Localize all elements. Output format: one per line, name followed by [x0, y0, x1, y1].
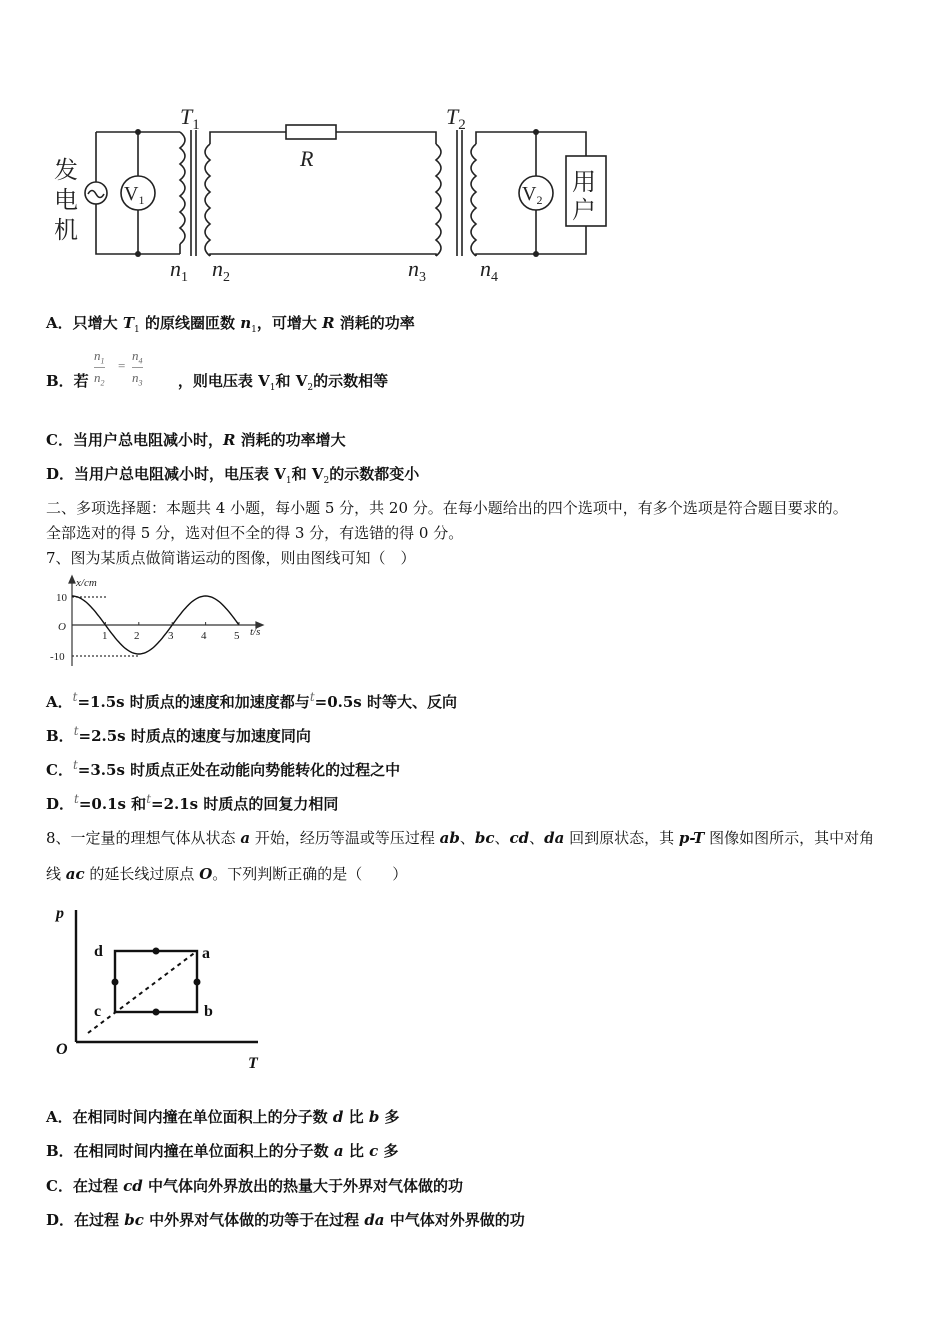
point-a-label: a	[202, 945, 210, 962]
user-label-1: 用	[572, 170, 596, 196]
q8-stem-line-2: 线 ac 的延长线过原点 O。下列判断正确的是（ ）	[46, 865, 408, 883]
T1-label: $T_1$	[180, 104, 200, 133]
y-axis-label: x/cm	[76, 577, 97, 589]
origin-label: O	[58, 621, 66, 633]
q6-option-c[interactable]: C．当用户总电阻减小时，R 消耗的功率增大	[46, 431, 346, 449]
fraction-n4-over-n3: $\frac{n_4}{n_3}$	[132, 348, 143, 388]
T-axis-label: T	[248, 1055, 258, 1072]
q6-option-b[interactable]: B．若 ，则电压表 $V_1$和 $V_2$的示数相等	[46, 372, 389, 393]
n2-label: $n_2$	[212, 256, 230, 285]
fraction-n1-over-n2: $\frac{n_1}{n_2}$	[94, 348, 105, 388]
q6-option-a[interactable]: A．只增大 $T_1$ 的原线圈匝数 $n_1$，可增大 R 消耗的功率	[46, 314, 415, 335]
p-axis-label: p	[56, 905, 64, 922]
section-2-instructions-line-2: 全部选对的得 5 分，选对但不全的得 3 分，有选错的得 0 分。	[46, 524, 464, 542]
q7-stem: 7、图为某质点做简谐运动的图像，则由图线可知（ ）	[46, 549, 416, 567]
user-label-2: 户	[572, 198, 596, 224]
q7-option-d[interactable]: D．$^t$=0.1s 和$^t$=2.1s 时质点的回复力相同	[46, 792, 339, 813]
n3-label: $n_3$	[408, 256, 426, 285]
origin-O-label: O	[56, 1041, 68, 1058]
q6-option-d[interactable]: D．当用户总电阻减小时，电压表 $V_1$和 $V_2$的示数都变小	[46, 465, 420, 486]
fraction-equals: =	[118, 358, 126, 373]
q7-option-b[interactable]: B．$^t$=2.5s 时质点的速度与加速度同向	[46, 724, 311, 745]
q7-shm-graph	[44, 574, 274, 670]
transformer-circuit-diagram	[0, 0, 950, 290]
q8-stem-line-1: 8、一定量的理想气体从状态 a 开始，经历等温或等压过程 ab、bc、cd、da 回到原状态，其 p-T 图像如图所示，其中对角	[46, 829, 875, 847]
n1-label: $n_1$	[170, 256, 188, 285]
q7-option-c[interactable]: C．$^t$=3.5s 时质点正处在动能向势能转化的过程之中	[46, 758, 401, 779]
diagonal-ac-extension	[88, 951, 197, 1033]
T2-label: $T_2$	[446, 104, 466, 133]
generator-label-2: 电	[54, 188, 78, 214]
n4-label: $n_4$	[480, 256, 498, 285]
point-c-label: c	[94, 1003, 102, 1020]
q8-option-d[interactable]: D．在过程 bc 中外界对气体做的功等于在过程 da 中气体对外界做的功	[46, 1211, 525, 1229]
x-tick-4: 4	[201, 630, 207, 642]
q8-pT-graph	[48, 898, 278, 1078]
generator-label-1: 发	[54, 158, 78, 184]
point-b-label: b	[204, 1003, 213, 1020]
x-tick-5: 5	[234, 630, 240, 642]
point-d-label: d	[94, 943, 103, 960]
q8-option-b[interactable]: B．在相同时间内撞在单位面积上的分子数 a 比 c 多	[46, 1142, 399, 1160]
y-tick-neg10: -10	[50, 651, 65, 663]
section-2-instructions-line-1: 二、多项选择题：本题共 4 小题，每小题 5 分，共 20 分。在每小题给出的四个选项中，有多个选项是符合题目要求的。	[46, 499, 848, 517]
q8-option-c[interactable]: C．在过程 cd 中气体向外界放出的热量大于外界对气体做的功	[46, 1177, 464, 1195]
R-label: R	[300, 146, 314, 171]
V2-label: $V_2$	[522, 183, 543, 207]
x-tick-2: 2	[134, 630, 140, 642]
q8-option-a[interactable]: A．在相同时间内撞在单位面积上的分子数 d 比 b 多	[46, 1108, 400, 1126]
x-tick-1: 1	[102, 630, 108, 642]
q7-option-a[interactable]: A．$^t$=1.5s 时质点的速度和加速度都与$^t$=0.5s 时等大、反向	[46, 690, 457, 711]
generator-label-3: 机	[54, 218, 78, 244]
x-tick-3: 3	[168, 630, 174, 642]
V1-label: $V_1$	[124, 183, 145, 207]
y-tick-10: 10	[56, 592, 67, 604]
x-axis-label: t/s	[250, 626, 261, 638]
